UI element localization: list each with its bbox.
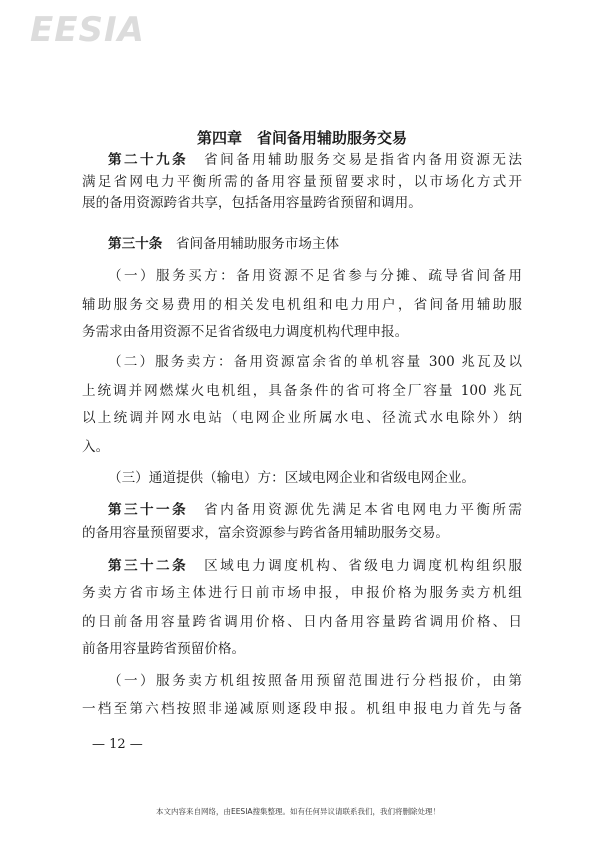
- line-text: 展的备用资源跨省共享，包括备用容量跨省预留和调用。: [82, 195, 422, 211]
- line-text: 满足省网电力平衡所需的备用容量预留要求时，以市场化方式开: [82, 174, 522, 190]
- line-text: 务需求由备用资源不足省省级电力调度机构代理申报。: [82, 324, 409, 340]
- article-number: 第三十二条: [108, 558, 205, 574]
- text-line: [82, 500, 522, 520]
- line-text: 的日前备用容量跨省调用价格、日内备用容量跨省调用价格、日: [82, 614, 522, 630]
- text-line: [82, 639, 522, 659]
- text-line: [82, 437, 522, 457]
- line-text: 一档至第六档按照非递减原则逐段申报。机组申报电力首先与备: [82, 701, 522, 717]
- line-text: （一）服务卖方机组按照备用预留范围进行分档报价，由第: [108, 673, 522, 689]
- line-text: （一）服务买方：备用资源不足省参与分摊、疏导省间备用: [108, 268, 522, 284]
- line-text: 省内备用资源优先满足本省电网电力平衡所需: [204, 502, 523, 518]
- line-text: 入。: [82, 439, 110, 455]
- text-line: [82, 322, 522, 342]
- article-number: 第二十九条: [108, 152, 205, 168]
- article-number: 第三十条: [108, 236, 176, 252]
- line-text: 务卖方省市场主体进行日前市场申报，申报价格为服务卖方机组: [82, 585, 522, 601]
- text-line: [82, 352, 522, 372]
- page-number: — 12 —: [92, 737, 143, 752]
- text-line: [82, 556, 522, 576]
- text-line: [82, 172, 522, 192]
- line-text: 的备用容量预留要求，富余资源参与跨省备用辅助服务交易。: [82, 525, 450, 541]
- line-text: 区域电力调度机构、省级电力调度机构组织服: [204, 558, 523, 574]
- text-line: [82, 381, 522, 401]
- line-text: 前备用容量跨省预留价格。: [82, 641, 246, 657]
- text-line: [82, 612, 522, 632]
- text-line: [82, 408, 522, 428]
- footer-note: 本文内容来自网络，由EESIA搜集整理。如有任何异议请联系我们，我们将删除处理！: [155, 807, 441, 816]
- line-text: 辅助服务交易费用的相关发电机组和电力用户，省间备用辅助服: [82, 297, 522, 313]
- text-line: [82, 671, 522, 691]
- line-text: 省间备用辅助服务市场主体: [175, 236, 340, 252]
- eesia-watermark-logo: EESIA: [30, 10, 145, 50]
- line-text: 上统调并网燃煤火电机组，具备条件的省可将全厂容量 100 兆瓦: [82, 383, 522, 399]
- text-line: [82, 150, 522, 170]
- line-text: （二）服务卖方：备用资源富余省的单机容量 300 兆瓦及以: [108, 354, 522, 370]
- text-line: [82, 193, 522, 213]
- text-line: [82, 583, 522, 603]
- text-line: [82, 295, 522, 315]
- text-line: [82, 699, 522, 719]
- chapter-heading: 第四章 省间备用辅助服务交易: [196, 129, 407, 147]
- line-text: 以上统调并网水电站（电网企业所属水电、径流式水电除外）纳: [82, 410, 522, 426]
- text-line: [82, 234, 522, 254]
- line-text: 省间备用辅助服务交易是指省内备用资源无法: [204, 152, 523, 168]
- text-line: [82, 266, 522, 286]
- text-line: [82, 523, 522, 543]
- line-text: （三）通道提供（输电）方：区域电网企业和省级电网企业。: [108, 470, 476, 486]
- text-line: [82, 468, 522, 488]
- article-number: 第三十一条: [108, 502, 205, 518]
